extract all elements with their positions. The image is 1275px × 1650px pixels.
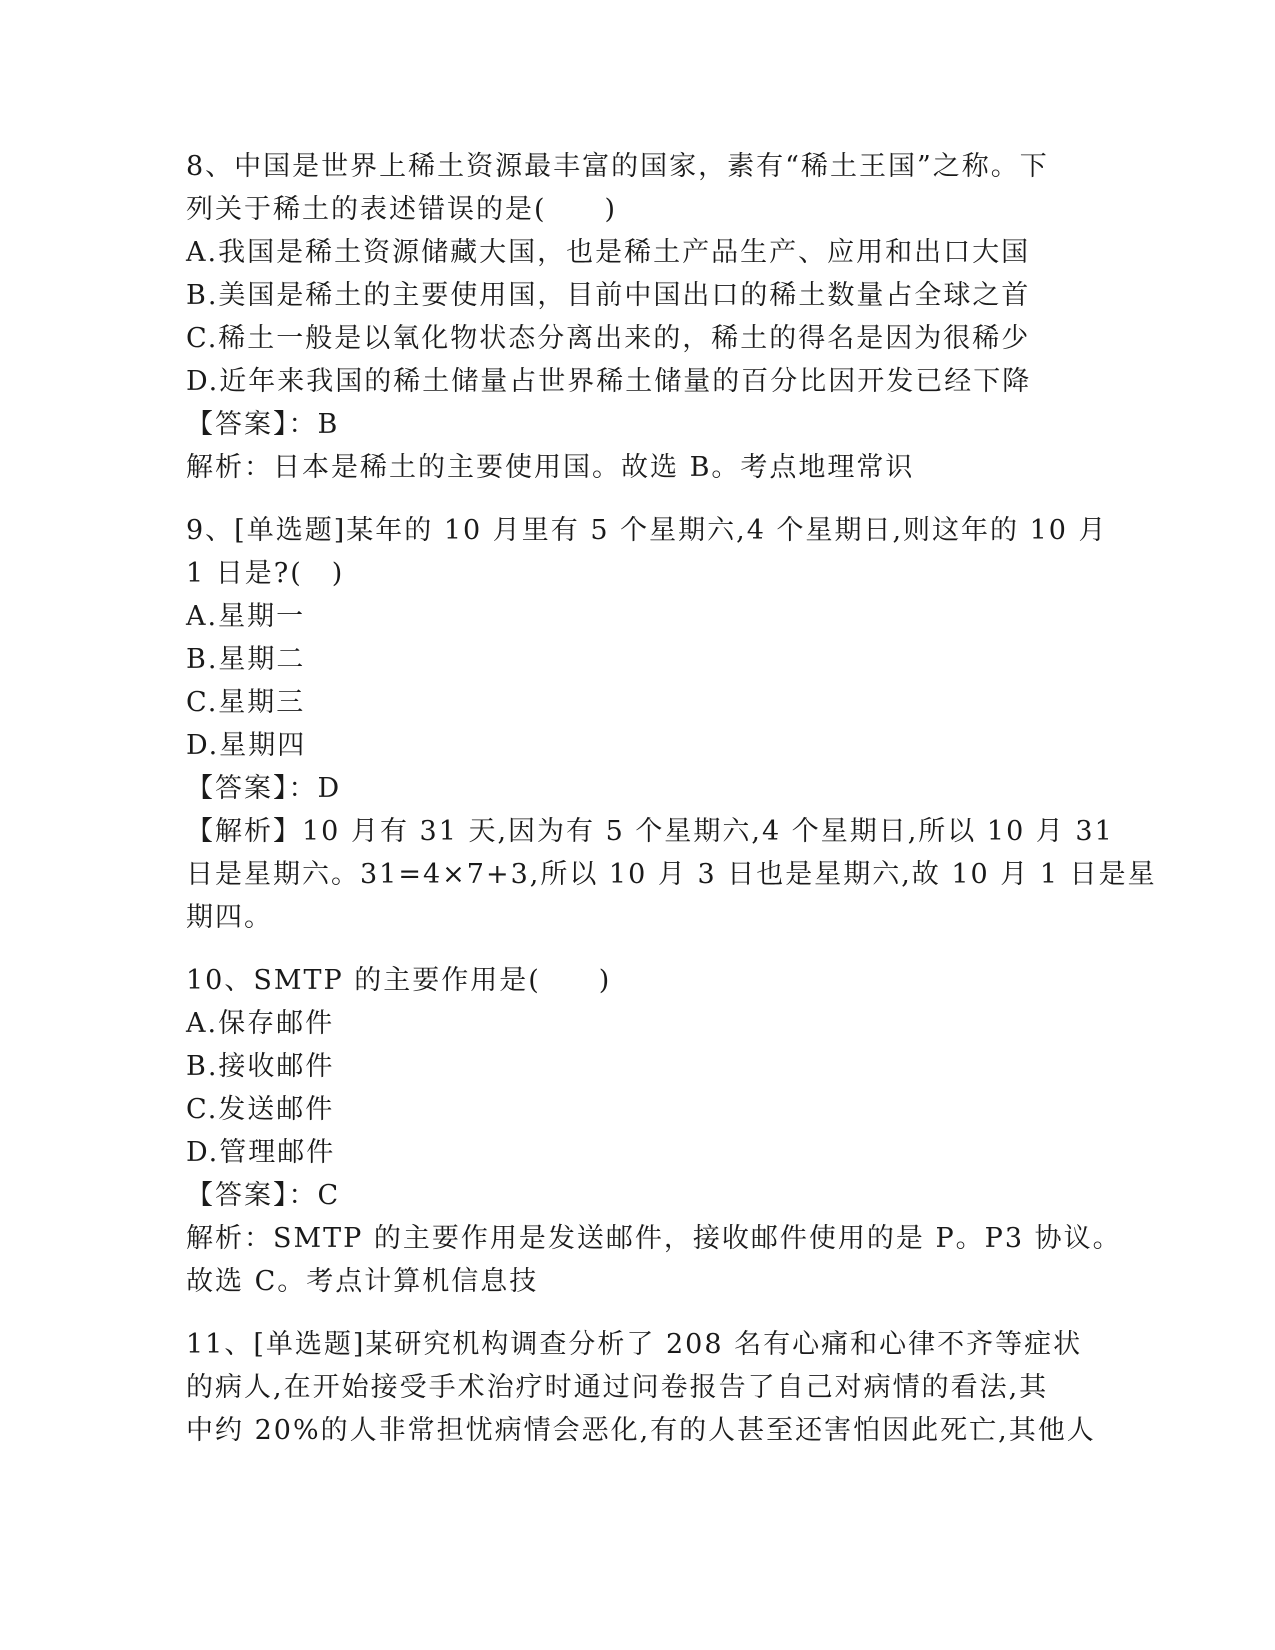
answer-line: 【答案】：C	[186, 1180, 341, 1211]
option-a: A.我国是稀土资源储藏大国，也是稀土产品生产、应用和出口大国	[186, 237, 1031, 268]
question-text-line: 9、[单选题]某年的 10 月里有 5 个星期六,4 个星期日,则这年的 10 月	[186, 515, 1108, 546]
question-text-line: 1 日是?( )	[186, 558, 345, 589]
question-10	[186, 959, 1122, 1303]
option-a: A.保存邮件	[186, 1008, 335, 1039]
option-a: A.星期一	[186, 601, 306, 632]
answer-line: 【答案】：B	[186, 409, 340, 440]
question-11	[186, 1323, 1096, 1452]
option-c: C.发送邮件	[186, 1094, 335, 1125]
document-page	[186, 145, 1157, 1452]
option-d: D.星期四	[186, 730, 307, 761]
option-c: C.星期三	[186, 687, 306, 718]
option-c: C.稀土一般是以氧化物状态分离出来的，稀土的得名是因为很稀少	[186, 323, 1031, 354]
option-d: D.近年来我国的稀土储量占世界稀土储量的百分比因开发已经下降	[186, 366, 1032, 397]
question-text-line: 8、中国是世界上稀土资源最丰富的国家，素有“稀土王国”之称。下	[186, 151, 1049, 182]
question-8	[186, 145, 1086, 489]
option-b: B.美国是稀土的主要使用国，目前中国出口的稀土数量占全球之首	[186, 280, 1031, 311]
analysis-line: 【解析】10 月有 31 天,因为有 5 个星期六,4 个星期日,所以 10 月 31	[186, 816, 1114, 847]
question-text-line: 中约 20%的人非常担忧病情会恶化,有的人甚至还害怕因此死亡,其他人	[186, 1415, 1096, 1446]
question-text-line: 列关于稀土的表述错误的是( )	[186, 194, 618, 225]
analysis-line: 解析：SMTP 的主要作用是发送邮件，接收邮件使用的是 P。P3 协议。	[186, 1223, 1122, 1254]
option-b: B.接收邮件	[186, 1051, 335, 1082]
question-text-line: 的病人,在开始接受手术治疗时通过问卷报告了自己对病情的看法,其	[186, 1372, 1049, 1403]
analysis-line: 解析：日本是稀土的主要使用国。故选 B。考点地理常识	[186, 452, 915, 483]
question-text-line: 11、[单选题]某研究机构调查分析了 208 名有心痛和心律不齐等症状	[186, 1329, 1083, 1360]
analysis-line: 期四。	[186, 902, 273, 933]
option-d: D.管理邮件	[186, 1137, 336, 1168]
option-b: B.星期二	[186, 644, 306, 675]
question-9	[186, 509, 1157, 939]
question-text-line: 10、SMTP 的主要作用是( )	[186, 965, 612, 996]
analysis-line: 故选 C。考点计算机信息技	[186, 1266, 539, 1297]
answer-line: 【答案】：D	[186, 773, 342, 804]
analysis-line: 日是星期六。31=4×7+3,所以 10 月 3 日也是星期六,故 10 月 1 日是星	[186, 859, 1157, 890]
